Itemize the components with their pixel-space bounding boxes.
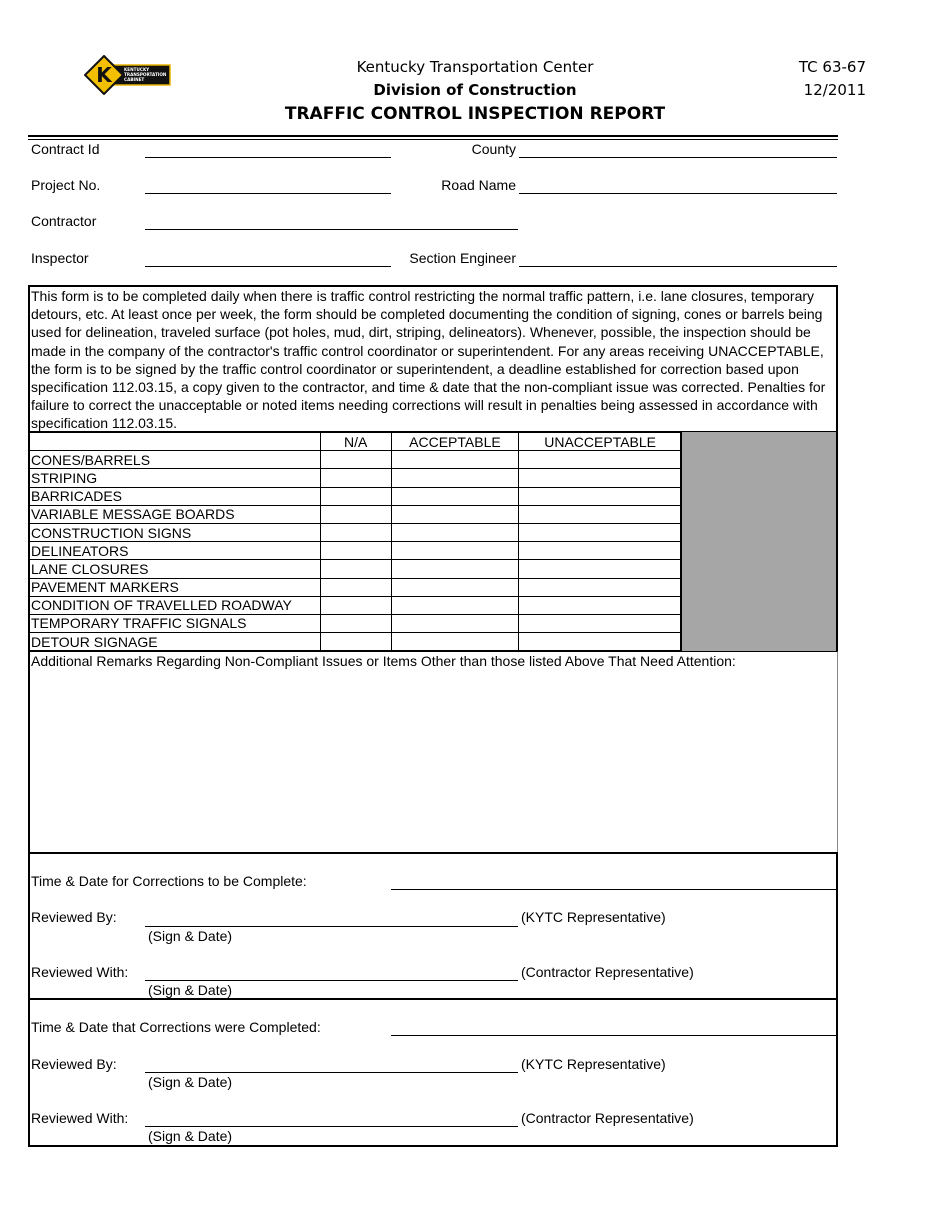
item-label: DELINEATORS [29, 542, 321, 560]
section-engineer-label: Section Engineer [409, 250, 516, 266]
item-label: CONSTRUCTION SIGNS [29, 523, 321, 541]
shaded-block [682, 432, 838, 652]
acceptable-cell[interactable] [391, 487, 519, 505]
table-row [29, 542, 682, 560]
item-label: DETOUR SIGNAGE [29, 633, 321, 651]
road-name-input[interactable] [519, 193, 837, 194]
reviewed-with-label: Reviewed With: [31, 964, 129, 980]
acceptable-cell[interactable] [391, 523, 519, 541]
acceptable-cell[interactable] [391, 614, 519, 632]
na-cell[interactable] [320, 560, 391, 578]
header-divider [28, 135, 838, 137]
contract-id-label: Contract Id [31, 141, 100, 157]
acceptable-cell[interactable] [391, 505, 519, 523]
unacceptable-cell[interactable] [519, 614, 682, 632]
remarks-input[interactable] [31, 672, 831, 848]
sign-date-label: (Sign & Date) [148, 1074, 233, 1090]
unacceptable-cell[interactable] [519, 505, 682, 523]
kytc-rep-label: (KYTC Representative) [521, 1056, 666, 1072]
acceptable-cell[interactable] [391, 469, 519, 487]
item-label: LANE CLOSURES [29, 560, 321, 578]
section-engineer-input[interactable] [519, 266, 837, 267]
road-name-label: Road Name [441, 177, 516, 193]
unacceptable-cell[interactable] [519, 596, 682, 614]
na-cell[interactable] [320, 596, 391, 614]
sign-date-label: (Sign & Date) [148, 1128, 233, 1144]
table-header-row [29, 433, 682, 451]
table-row [29, 560, 682, 578]
na-cell[interactable] [320, 523, 391, 541]
reviewed-by-label: Reviewed By: [31, 1056, 117, 1072]
table-row [29, 523, 682, 541]
item-label: CONES/BARRELS [29, 451, 321, 469]
reviewed-by-label: Reviewed By: [31, 909, 117, 925]
county-label: County [471, 141, 516, 157]
unacceptable-cell[interactable] [519, 451, 682, 469]
inspector-label: Inspector [31, 250, 89, 266]
item-column-header [29, 433, 321, 451]
logo-letter: K [96, 63, 112, 87]
contractor-rep-label: (Contractor Representative) [521, 1110, 694, 1126]
reviewed-with-label: Reviewed With: [31, 1110, 129, 1126]
table-row [29, 614, 682, 632]
contractor-rep-label: (Contractor Representative) [521, 964, 694, 980]
reviewed-by-signature-line[interactable] [145, 1072, 518, 1073]
sign-date-label: (Sign & Date) [148, 982, 233, 998]
col-header-na: N/A [320, 433, 391, 451]
instructions-text: This form is to be completed daily when there is traffic control restricting the normal traffic pattern, i.e. lane closures, temporary detours, etc. At least once per week, the form should be completed documenting the condition of signing, cones or barrels being used for delineation, traveled surface (pot holes, mud, dirt, striping, delineators). Whenever, possible, the inspection should be made in the company of the contractor's traffic control coordinator or superintendent. For any areas receiving UNACCEPTABLE, the form is to be signed by the traffic control coordinator or superintendent, a deadline established for correction based upon specification 112.03.15, a copy given to the contractor, and time & date that the non-compliant issue was corrected. Penalties for failure to correct the unacceptable or noted items needing corrections will result in penalties being assessed in accordance with specification 112.03.15. [31, 288, 826, 432]
table-row [29, 451, 682, 469]
acceptable-cell[interactable] [391, 451, 519, 469]
unacceptable-cell[interactable] [519, 469, 682, 487]
county-input[interactable] [519, 157, 837, 158]
sign-date-label: (Sign & Date) [148, 928, 233, 944]
corrections-done-label: Time & Date that Corrections were Completed: [31, 1019, 321, 1035]
acceptable-cell[interactable] [391, 633, 519, 651]
unacceptable-cell[interactable] [519, 487, 682, 505]
item-label: PAVEMENT MARKERS [29, 578, 321, 596]
na-cell[interactable] [320, 469, 391, 487]
corrections-due-label: Time & Date for Corrections to be Complete: [31, 873, 307, 889]
contractor-input[interactable] [145, 229, 518, 230]
header-divider-thin [28, 139, 838, 140]
unacceptable-cell[interactable] [519, 542, 682, 560]
corrections-done-input[interactable] [391, 1035, 837, 1036]
unacceptable-cell[interactable] [519, 523, 682, 541]
logo-text: KENTUCKY TRANSPORTATION CABINET [124, 67, 167, 82]
kytc-rep-label: (KYTC Representative) [521, 909, 666, 925]
reviewed-with-signature-line[interactable] [145, 1126, 518, 1127]
item-label: STRIPING [29, 469, 321, 487]
contract-id-input[interactable] [145, 157, 391, 158]
acceptable-cell[interactable] [391, 596, 519, 614]
item-label: TEMPORARY TRAFFIC SIGNALS [29, 614, 321, 632]
project-no-label: Project No. [31, 177, 101, 193]
table-left-border [28, 432, 30, 652]
form-number: TC 63-67 [798, 58, 866, 76]
na-cell[interactable] [320, 542, 391, 560]
acceptable-cell[interactable] [391, 578, 519, 596]
kytc-logo [84, 55, 172, 95]
na-cell[interactable] [320, 578, 391, 596]
table-right-border [836, 432, 838, 652]
item-label: CONDITION OF TRAVELLED ROADWAY [29, 596, 321, 614]
acceptable-cell[interactable] [391, 542, 519, 560]
contractor-label: Contractor [31, 213, 97, 229]
na-cell[interactable] [320, 633, 391, 651]
reviewed-with-signature-line[interactable] [145, 980, 518, 981]
shaded-block-border [680, 432, 682, 652]
remarks-label: Additional Remarks Regarding Non-Compliant Issues or Items Other than those listed Above That Need Attention: [31, 653, 736, 669]
form-date: 12/2011 [803, 81, 866, 99]
table-row [29, 487, 682, 505]
table-row [29, 469, 682, 487]
na-cell[interactable] [320, 505, 391, 523]
corrections-due-input[interactable] [391, 889, 837, 890]
unacceptable-cell[interactable] [519, 633, 682, 651]
inspector-input[interactable] [145, 266, 391, 267]
form-title: TRAFFIC CONTROL INSPECTION REPORT [284, 104, 666, 124]
reviewed-by-signature-line[interactable] [145, 926, 518, 927]
kytc-logo-icon [84, 55, 172, 95]
project-no-input[interactable] [145, 193, 391, 194]
table-row [29, 578, 682, 596]
na-cell[interactable] [320, 487, 391, 505]
table-row [29, 505, 682, 523]
na-cell[interactable] [320, 614, 391, 632]
na-cell[interactable] [320, 451, 391, 469]
table-row [29, 596, 682, 614]
col-header-acceptable: ACCEPTABLE [391, 433, 519, 451]
agency-name: Kentucky Transportation Center [356, 58, 594, 76]
inspection-table [28, 432, 682, 651]
division-name: Division of Construction [373, 81, 577, 99]
item-label: VARIABLE MESSAGE BOARDS [29, 505, 321, 523]
col-header-unacceptable: UNACCEPTABLE [519, 433, 682, 451]
unacceptable-cell[interactable] [519, 578, 682, 596]
unacceptable-cell[interactable] [519, 560, 682, 578]
table-row [29, 633, 682, 651]
item-label: BARRICADES [29, 487, 321, 505]
acceptable-cell[interactable] [391, 560, 519, 578]
